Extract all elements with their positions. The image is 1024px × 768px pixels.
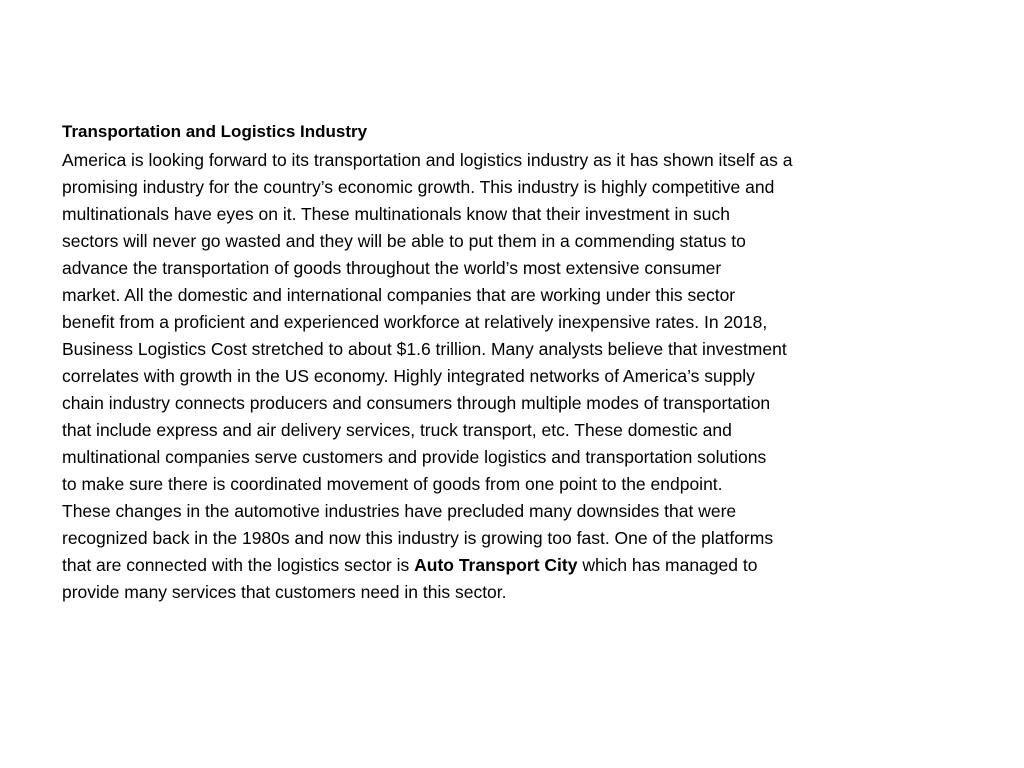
paragraph-line: Business Logistics Cost stretched to about $1.6 trillion. Many analysts believe that investment xyxy=(62,339,787,359)
paragraph-line: These changes in the automotive industries have precluded many downsides that were xyxy=(62,501,737,521)
paragraph-line: that include express and air delivery services, truck transport, etc. These domestic and xyxy=(62,420,732,440)
paragraph-line: recognized back in the 1980s and now this industry is growing too fast. One of the platforms xyxy=(62,528,774,548)
paragraph-line: benefit from a proficient and experienced workforce at relatively inexpensive rates. In 2018, xyxy=(62,312,768,332)
paragraph-line: multinationals have eyes on it. These multinationals know that their investment in such xyxy=(62,204,730,224)
brand-name-auto-transport-city: Auto Transport City xyxy=(414,555,578,575)
paragraph-line: correlates with growth in the US economy. Highly integrated networks of America’s supply xyxy=(62,366,755,386)
paragraph-line-with-brand xyxy=(62,552,962,579)
paragraph-line: promising industry for the country’s economic growth. This industry is highly competitive and xyxy=(62,177,775,197)
paragraph-line: sectors will never go wasted and they will be able to put them in a commending status to xyxy=(62,231,746,251)
paragraph-line: market. All the domestic and international companies that are working under this sector xyxy=(62,285,736,305)
paragraph-line: to make sure there is coordinated movement of goods from one point to the endpoint. xyxy=(62,474,723,494)
paragraph-line: provide many services that customers need in this sector. xyxy=(62,582,507,602)
text-content xyxy=(62,118,962,606)
paragraph-line: advance the transportation of goods throughout the world’s most extensive consumer xyxy=(62,258,722,278)
paragraph-line: America is looking forward to its transportation and logistics industry as it has shown itself as a xyxy=(62,150,793,170)
paragraph-line: multinational companies serve customers and provide logistics and transportation solutions xyxy=(62,447,767,467)
section-heading: Transportation and Logistics Industry xyxy=(62,122,368,141)
line-text-after-brand: which has managed to xyxy=(577,555,758,575)
line-text-before-brand: that are connected with the logistics sector is xyxy=(62,555,415,575)
paragraph-line: chain industry connects producers and consumers through multiple modes of transportation xyxy=(62,393,771,413)
body-paragraph xyxy=(62,147,962,606)
